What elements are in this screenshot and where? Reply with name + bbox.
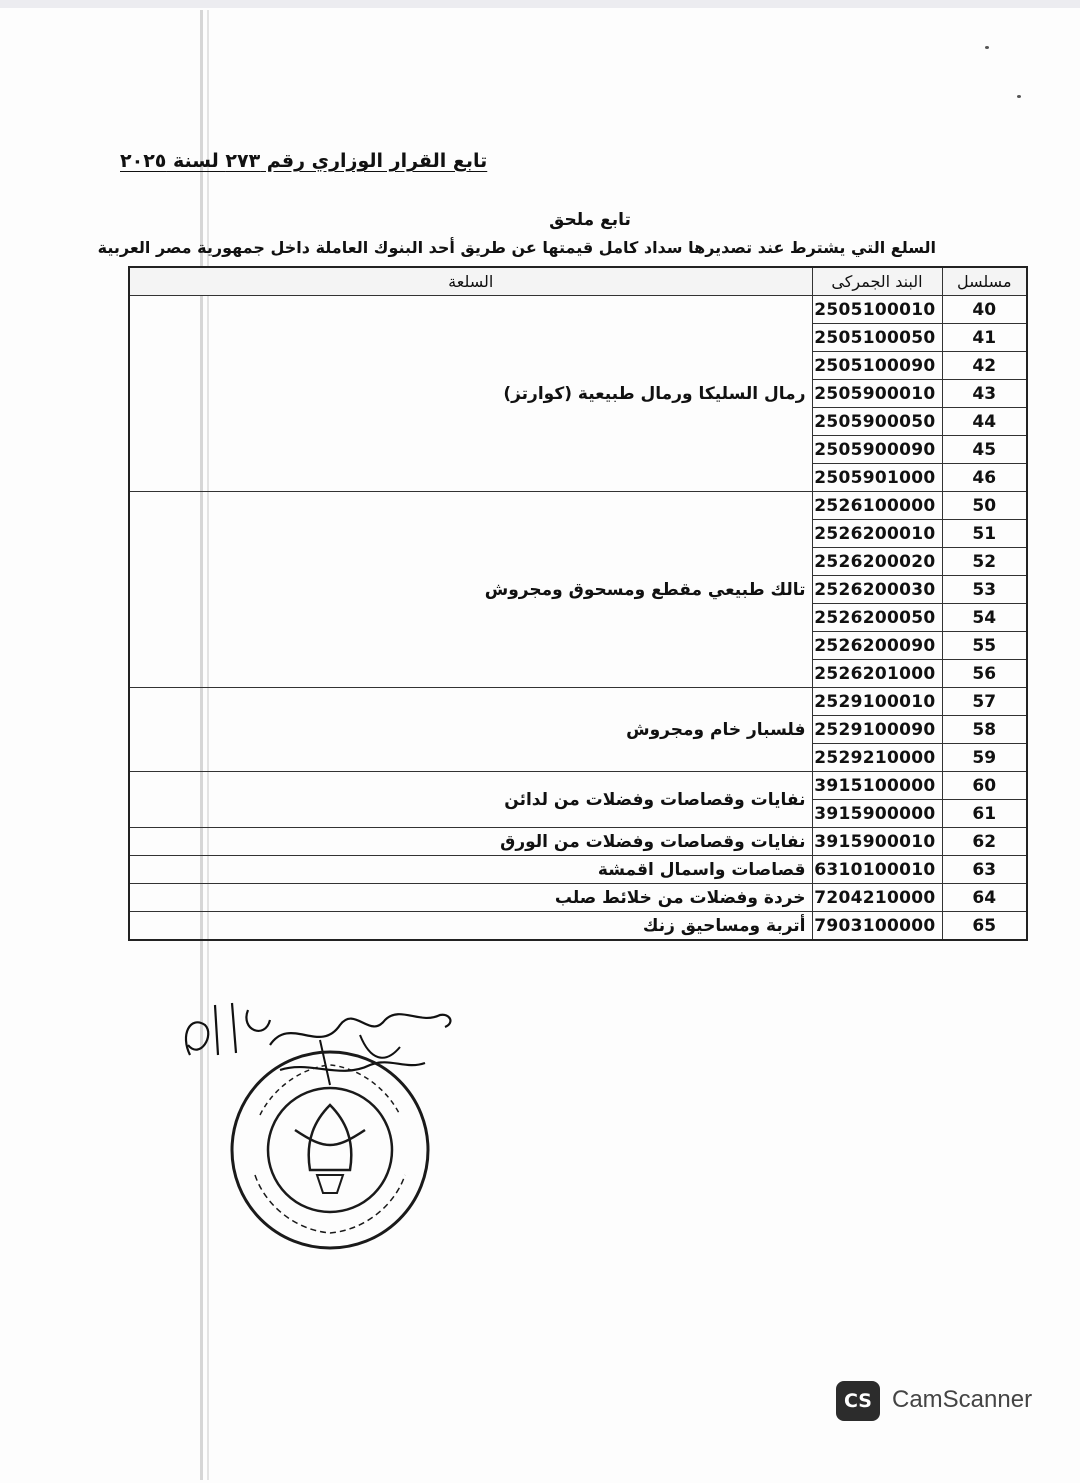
customs-code-cell: 2526200010 (812, 520, 942, 548)
table-row (129, 884, 1027, 912)
goods-description-cell: أتربة ومساحيق زنك (129, 912, 812, 941)
customs-code-cell: 2505900010 (812, 380, 942, 408)
customs-code-cell: 2526200030 (812, 576, 942, 604)
customs-code-cell: 3915900000 (812, 800, 942, 828)
serial-cell: 51 (942, 520, 1027, 548)
customs-code-cell: 2526201000 (812, 660, 942, 688)
serial-cell: 54 (942, 604, 1027, 632)
customs-code-cell: 2505100010 (812, 296, 942, 324)
customs-code-cell: 6310100010 (812, 856, 942, 884)
goods-description-cell: رمال السليكا ورمال طبيعية (كوارتز) (129, 296, 812, 492)
customs-code-cell: 2505900050 (812, 408, 942, 436)
serial-cell: 41 (942, 324, 1027, 352)
goods-table (128, 266, 1028, 941)
table-row (129, 772, 1027, 800)
table-row (129, 492, 1027, 520)
customs-code-cell: 2526200050 (812, 604, 942, 632)
goods-description-cell: خردة وفضلات من خلائط صلب (129, 884, 812, 912)
customs-code-cell: 2505901000 (812, 464, 942, 492)
customs-code-cell: 2529210000 (812, 744, 942, 772)
header-goods: السلعة (129, 267, 812, 296)
customs-code-cell: 2505100050 (812, 324, 942, 352)
serial-cell: 56 (942, 660, 1027, 688)
scan-speck (985, 46, 989, 49)
customs-code-cell: 2526200020 (812, 548, 942, 576)
goods-description-cell: فلسبار خام ومجروش (129, 688, 812, 772)
serial-cell: 43 (942, 380, 1027, 408)
goods-description-cell: تالك طبيعي مقطع ومسحوق ومجروش (129, 492, 812, 688)
serial-cell: 65 (942, 912, 1027, 941)
serial-cell: 63 (942, 856, 1027, 884)
annex-title: تابع ملحق (549, 210, 631, 230)
serial-cell: 64 (942, 884, 1027, 912)
serial-cell: 60 (942, 772, 1027, 800)
customs-code-cell: 3915100000 (812, 772, 942, 800)
table-row (129, 856, 1027, 884)
table-row (129, 688, 1027, 716)
customs-code-cell: 7204210000 (812, 884, 942, 912)
serial-cell: 46 (942, 464, 1027, 492)
serial-cell: 52 (942, 548, 1027, 576)
annex-subtitle: السلع التي يشترط عند تصديرها سداد كامل قيمتها عن طريق أحد البنوك العاملة داخل جمهورية مصر العربية (97, 238, 936, 257)
header-customs-code: البند الجمركى (812, 267, 942, 296)
serial-cell: 40 (942, 296, 1027, 324)
goods-description-cell: نفايات وقصاصات وفضلات من الورق (129, 828, 812, 856)
serial-cell: 58 (942, 716, 1027, 744)
table-row (129, 828, 1027, 856)
customs-code-cell: 2529100090 (812, 716, 942, 744)
customs-code-cell: 2529100010 (812, 688, 942, 716)
customs-code-cell: 2526200090 (812, 632, 942, 660)
camscanner-watermark: CamScanner (892, 1386, 1033, 1413)
decree-title: تابع القرار الوزاري رقم ٢٧٣ لسنة ٢٠٢٥ (120, 150, 488, 172)
scan-top-band (0, 0, 1080, 8)
serial-cell: 59 (942, 744, 1027, 772)
serial-cell: 45 (942, 436, 1027, 464)
serial-cell: 42 (942, 352, 1027, 380)
customs-code-cell: 7903100000 (812, 912, 942, 941)
goods-description-cell: قصاصات واسمال اقمشة (129, 856, 812, 884)
customs-code-cell: 3915900010 (812, 828, 942, 856)
customs-code-cell: 2505100090 (812, 352, 942, 380)
serial-cell: 55 (942, 632, 1027, 660)
serial-cell: 44 (942, 408, 1027, 436)
goods-description-cell: نفايات وقصاصات وفضلات من لدائن (129, 772, 812, 828)
header-serial: مسلسل (942, 267, 1027, 296)
table-row (129, 296, 1027, 324)
customs-code-cell: 2505900090 (812, 436, 942, 464)
serial-cell: 53 (942, 576, 1027, 604)
serial-cell: 57 (942, 688, 1027, 716)
goods-table-body (129, 296, 1027, 941)
ministry-seal (225, 1045, 435, 1255)
scan-speck (1017, 95, 1021, 98)
serial-cell: 50 (942, 492, 1027, 520)
camscanner-logo: CS (836, 1381, 880, 1421)
table-header-row (129, 267, 1027, 296)
table-row (129, 912, 1027, 941)
serial-cell: 61 (942, 800, 1027, 828)
serial-cell: 62 (942, 828, 1027, 856)
customs-code-cell: 2526100000 (812, 492, 942, 520)
